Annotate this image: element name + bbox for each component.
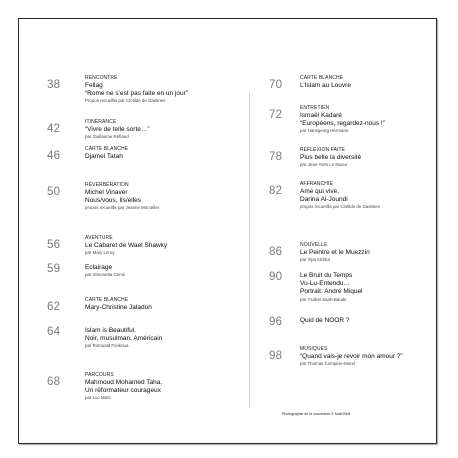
section-category: ENTRETIEN [300, 105, 330, 111]
entry-text [85, 146, 128, 161]
entry-title: Djamel Tatah [85, 153, 123, 160]
entry-text [300, 105, 385, 135]
entry-byline: par Guillaume Réfiaud [85, 134, 129, 140]
section-category: NOUVELLE [300, 242, 328, 248]
page-number: 70 [269, 79, 283, 91]
entry-title: Eclairage [85, 264, 113, 271]
page-number: 64 [47, 326, 61, 338]
entry-text [300, 181, 380, 211]
entry-title: Plus belle la diversité [300, 154, 362, 161]
entry-byline: par Jean-Yves Le Naour [300, 162, 348, 168]
section-category: CARTE BLANCHE [85, 146, 129, 152]
entry-byline: par Yijat Alchka [300, 257, 331, 263]
entry-byline: par Romuald Fonkoua [85, 343, 129, 349]
entry-byline: Propos recueillis par Clotilde de Gastines [85, 98, 166, 104]
section-category: MUSIQUES [300, 346, 328, 352]
page-number: 82 [269, 185, 283, 197]
entry-text [300, 346, 403, 368]
entry-title: Le Peintre et le Muezzin [300, 249, 370, 256]
entry-title: Portrait: André Miquel [300, 288, 363, 296]
page-number: 98 [269, 350, 283, 362]
entry-text [85, 264, 125, 279]
entry-byline: propos recueillis par Jeanne Morcellet [85, 205, 159, 211]
entry-title: L’Islam au Louvre [300, 82, 351, 89]
entry-text [85, 119, 150, 141]
entry-text [300, 317, 350, 325]
page-number: 78 [269, 151, 283, 163]
page-number: 96 [269, 316, 283, 328]
entry-title: Ame qui vive, [300, 188, 340, 195]
page-number: 90 [269, 271, 283, 283]
page-number: 38 [47, 79, 61, 91]
entry-title: “Quand vais-je revoir mon amour ?” [300, 353, 403, 360]
entry-byline: par Thomas Compère-Morel [300, 361, 356, 367]
section-category: RÉFLEXION FAITE [300, 147, 346, 153]
entry-text [85, 372, 162, 402]
entry-title: Islam is Beautiful. [85, 327, 136, 334]
entry-byline: par Hansgeorg Hermann [300, 128, 349, 134]
entry-title: “Européens, regardez-nous !” [300, 120, 385, 128]
entry-text [85, 297, 152, 312]
entry-text [300, 75, 351, 90]
entry-title: Noir, musulman, Américain [85, 335, 163, 343]
page-number: 56 [47, 239, 61, 251]
entry-title: Le Cabaret de Wael Shawky [85, 242, 168, 249]
page-number: 42 [47, 123, 61, 135]
column-divider [249, 93, 250, 408]
page-number: 50 [47, 186, 61, 198]
entry-title: “Vivre de telle sorte…” [85, 126, 150, 133]
section-category: CARTE BLANCHE [300, 75, 344, 81]
page-number: 68 [47, 376, 61, 388]
section-category: CARTE BLANCHE [85, 297, 129, 303]
entry-text [300, 242, 370, 264]
entry-byline: par Ysabel Saah-Baude [300, 296, 347, 302]
entry-byline: par Luc Mars [85, 395, 111, 401]
entry-title: Quid de NOOR ? [300, 317, 350, 324]
page-number: 72 [269, 109, 283, 121]
entry-text [300, 272, 363, 303]
section-category: RENCONTRE [85, 75, 118, 81]
entry-text [85, 235, 167, 257]
table-of-contents-page [18, 18, 437, 444]
page-number: 62 [47, 301, 61, 313]
entry-title: Vu-Lu-Entendu… [300, 280, 350, 288]
entry-text [85, 327, 162, 350]
entry-title: Michel Vinaver [85, 189, 128, 196]
entry-title: Mahmoud Mohamed Taha, [85, 379, 163, 386]
section-category: AVENTURE [85, 235, 113, 241]
page-number: 86 [269, 246, 283, 258]
entry-title: Darina Al-Joundi [300, 196, 348, 204]
entry-title: Un réformateur courageux [85, 387, 161, 395]
entry-title: Le Bruit du Temps [300, 272, 353, 279]
entry-text [85, 75, 188, 105]
page-number: 46 [47, 150, 61, 162]
entry-title: Fellag [85, 82, 103, 89]
section-category: PARCOURS [85, 372, 114, 378]
entry-byline: par Mary Leroy [85, 250, 115, 256]
entry-title: “Rome ne s’est pas faite en un jour” [85, 90, 188, 98]
entry-text [300, 147, 361, 169]
page-number: 59 [47, 263, 61, 275]
section-category: ITINÉRANCE [85, 119, 117, 125]
photo-credit: Photographie de la couverture © Maki Belli [282, 412, 351, 416]
entry-byline: par Simonetta Cenni [85, 272, 126, 278]
entry-text [85, 182, 159, 212]
entry-title: Mary-Christine Jaladon [85, 304, 152, 311]
section-category: AFFRANCHIE [300, 181, 333, 187]
entry-title: Ismaël Kadaré [300, 112, 342, 119]
entry-byline: propos recueillis par Clotilde de Gastines [300, 204, 380, 210]
entry-title: Nous/vous, Ils/elles [85, 197, 141, 205]
section-category: RÉVERBÉRATION [85, 182, 129, 188]
